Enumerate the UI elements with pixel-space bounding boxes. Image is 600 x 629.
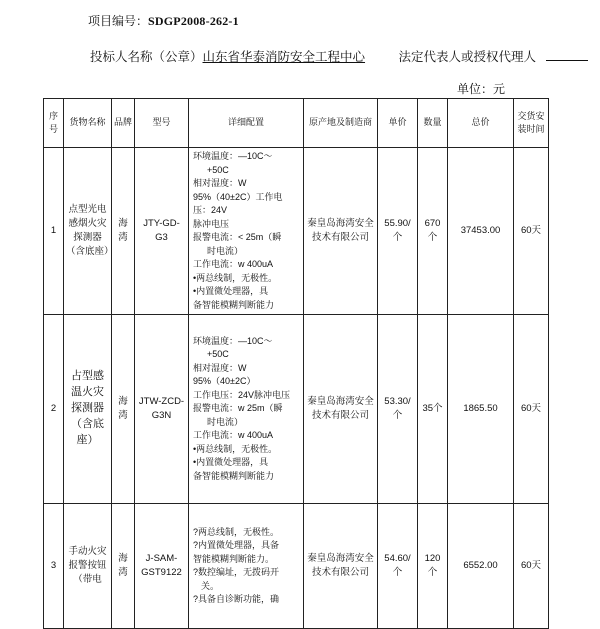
cell-brand: 海湾 xyxy=(112,315,135,504)
detail-line: •内置微处理器，具 xyxy=(193,457,269,468)
header-brand: 品牌 xyxy=(112,99,135,148)
cell-qty: 670个 xyxy=(418,148,448,315)
table-row xyxy=(44,148,549,315)
cell-price: 54.60/个 xyxy=(378,504,418,629)
cell-detail xyxy=(189,315,304,504)
cell-goods: 点型光电感烟火灾探测器（含底座） xyxy=(64,148,112,315)
table-row xyxy=(44,504,549,629)
table-header-row xyxy=(44,99,549,148)
quotation-table xyxy=(43,98,549,629)
cell-model: J-SAM-GST9122 xyxy=(135,504,189,629)
detail-line: 相对湿度：W 95%（40±2C） xyxy=(193,362,256,387)
cell-brand: 海湾 xyxy=(112,504,135,629)
header-qty: 数量 xyxy=(418,99,448,148)
cell-goods: 手动火灾报警按钮（带电 xyxy=(64,504,112,629)
cell-model: JTY-GD-G3 xyxy=(135,148,189,315)
detail-line: 时电流） xyxy=(207,245,244,256)
detail-line: 环境温度：—10C～ xyxy=(193,151,273,161)
bidder-name: 山东省华泰消防安全工程中心 xyxy=(202,50,366,64)
cell-origin: 秦皇岛海湾安全技术有限公司 xyxy=(304,315,378,504)
detail-line: 智能模糊判断能力。 xyxy=(193,553,275,564)
cell-seq: 2 xyxy=(44,315,64,504)
cell-price: 55.90/个 xyxy=(378,148,418,315)
detail-line: ?内置微处理器，具备 xyxy=(193,540,280,550)
detail-line: •内置微处理器，具 xyxy=(193,286,269,296)
detail-line: 脉冲电压 xyxy=(193,218,230,229)
signature-blank xyxy=(546,60,588,61)
cell-delivery: 60天 xyxy=(514,148,549,315)
bidder-line xyxy=(90,47,588,65)
cell-detail xyxy=(189,504,304,629)
cell-price: 53.30/个 xyxy=(378,315,418,504)
header-detail: 详细配置 xyxy=(189,99,304,148)
cell-goods: 占型感温火灾探测器（含底座） xyxy=(64,315,112,504)
cell-qty: 35个 xyxy=(418,315,448,504)
detail-line: 相对湿度：W 95%（40±2C）工作电压：24V xyxy=(193,178,283,215)
cell-delivery: 60天 xyxy=(514,315,549,504)
bidder-label: 投标人名称（公章） xyxy=(90,50,203,64)
project-number-line xyxy=(88,12,239,29)
header-price: 单价 xyxy=(378,99,418,148)
project-number-value: SDGP2008-262-1 xyxy=(148,14,239,28)
header-origin: 原产地及制造商 xyxy=(304,99,378,148)
table-row xyxy=(44,315,549,504)
detail-line: +50C xyxy=(207,164,229,175)
detail-line: 报警电流：< 25m（瞬 xyxy=(193,232,282,242)
detail-line: 工作电流：w 400uA xyxy=(193,259,274,269)
cell-seq: 3 xyxy=(44,504,64,629)
header-goods: 货物名称 xyxy=(64,99,112,148)
detail-line: 关。 xyxy=(201,580,220,591)
cell-detail xyxy=(189,148,304,315)
detail-line: ?两总线制，无极性。 xyxy=(193,526,280,537)
header-delivery: 交货安装时间 xyxy=(514,99,549,148)
detail-line: 工作电流：w 400uA xyxy=(193,430,274,441)
cell-origin: 秦皇岛海湾安全技术有限公司 xyxy=(304,504,378,629)
unit-label: 单位：元 xyxy=(456,82,505,96)
cell-total: 6552.00 xyxy=(448,504,514,629)
detail-line: 报警电流：w 25m（瞬 xyxy=(193,403,283,414)
detail-line: •两总线制，无极性。 xyxy=(193,443,278,454)
detail-line: 工作电压：24V脉冲电压 xyxy=(193,389,291,400)
detail-line: ?具备自诊断功能，确 xyxy=(193,594,280,604)
detail-line: ?数控编址，无拨码开 xyxy=(193,567,280,577)
cell-delivery: 60天 xyxy=(514,504,549,629)
cell-total: 1865.50 xyxy=(448,315,514,504)
cell-brand: 海湾 xyxy=(112,148,135,315)
header-seq: 序号 xyxy=(44,99,64,148)
detail-line: 备智能模糊判断能力 xyxy=(193,470,275,481)
detail-line: 备智能模糊判断能力 xyxy=(193,299,275,310)
cell-total: 37453.00 xyxy=(448,148,514,315)
cell-qty: 120个 xyxy=(418,504,448,629)
cell-model: JTW-ZCD-G3N xyxy=(135,315,189,504)
detail-line: 时电流） xyxy=(207,416,244,427)
detail-line: •两总线制，无极性。 xyxy=(193,272,278,283)
detail-line: +50C xyxy=(207,349,229,360)
header-total: 总价 xyxy=(448,99,514,148)
header-model: 型号 xyxy=(135,99,189,148)
cell-seq: 1 xyxy=(44,148,64,315)
legal-representative-label: 法定代表人或授权代理人 xyxy=(398,50,537,64)
cell-origin: 秦皇岛海湾安全技术有限公司 xyxy=(304,148,378,315)
project-number-label: 项目编号： xyxy=(88,14,149,28)
detail-line: 环境温度：—10C～ xyxy=(193,335,273,346)
